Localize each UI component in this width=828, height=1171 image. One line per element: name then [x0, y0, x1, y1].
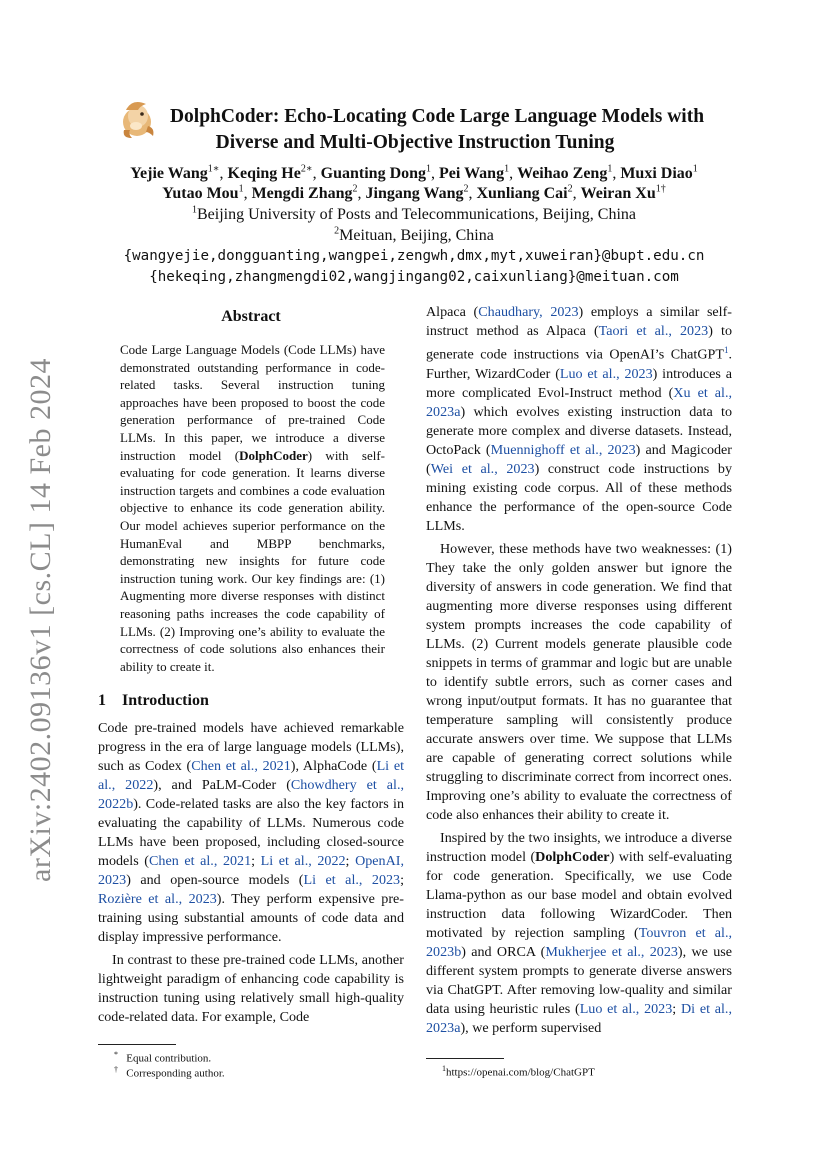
intro-paragraph-2: In contrast to these pre-trained code LLMs, another lightweight paradigm of enhancing code capability is instruction tuning using relatively small high-quality code-related data. For example, Code: [98, 952, 404, 1026]
section-heading: [98, 691, 404, 711]
citation-link[interactable]: Li et al., 2022: [260, 853, 346, 870]
citation-link[interactable]: Chen et al., 2021: [191, 758, 291, 775]
footnote-mark: 1: [442, 1064, 446, 1073]
footnote-mark: †: [114, 1065, 118, 1074]
author-line-2: Yutao Mou$^1$, Mengdi Zhang$^2$, Jingang Wang$^2$, Xunliang Cai$^2$, Weiran $Xu^{1\dagger}$: [162, 183, 666, 202]
section-title: Introduction: [122, 692, 209, 710]
citation-link[interactable]: OpenAI, 2023: [98, 853, 404, 889]
citation-link[interactable]: Chen et al., 2021: [149, 853, 252, 870]
paper-title: [110, 104, 720, 156]
footnote-url[interactable]: https://openai.com/blog/ChatGPT: [446, 1066, 595, 1079]
affiliations: [100, 204, 728, 288]
arxiv-stamp: [16, 360, 66, 880]
right-paragraph-3: Inspired by the two insights, we introduce a diverse instruction model (DolphCoder) with self-evaluating for code generation. Specifically, we use Code Llama-python as our base model and obtain evolved instruction data following WizardCoder. Then motivated by rejection sampling (Touvron et al., 2023b) and ORCA (Mukherjee et al., 2023), we use different system prompts to generate diverse answers via ChatGPT. After removing low-quality and similar data using heuristic rules (Luo et al., 2023; Di et al., 2023a), we perform supervised: [426, 829, 733, 1036]
citation-link[interactable]: Touvron et al., 2023b: [426, 924, 732, 960]
author-name: Weiran Xu: [580, 185, 656, 202]
citation-link[interactable]: Xu et al., 2023a: [426, 384, 732, 420]
author-mark: 1: [504, 163, 510, 175]
affiliation-2: [100, 225, 728, 246]
footnote-text: Equal contribution.: [126, 1052, 212, 1065]
footnote-rule: [426, 1058, 504, 1059]
affiliation-mark: 1: [192, 204, 197, 216]
author-name: Xunliang Cai: [476, 185, 568, 202]
citation-link[interactable]: Chaudhary, 2023: [478, 304, 579, 320]
affiliation-mark: 2: [334, 225, 340, 237]
footnote-rule: [98, 1044, 176, 1045]
author-line-1: Yejie Wang$^{1∗}$, Keqing $He^{2∗}$, Guanting Dong$^1$, Pei Wang$^1$, Weihao Zeng$^1$, Muxi Diao$^1$: [130, 163, 698, 182]
citation-link[interactable]: Li et al., 2023: [303, 872, 401, 889]
abstract-heading: Abstract: [221, 308, 281, 325]
author-mark: 1: [238, 183, 244, 195]
author-mark: 1∗: [207, 163, 220, 175]
abstract-body: [120, 341, 385, 675]
footnote-corresponding-author: [114, 1063, 225, 1081]
author-mark: 1: [426, 163, 432, 175]
affiliation-1: [100, 204, 728, 225]
email-line-1: {wangyejie,dongguanting,wangpei,zengwh,dmx,myt,xuweiran}@bupt.edu.cn: [123, 248, 705, 264]
author-mark: 2∗: [300, 163, 313, 175]
right-paragraph-1: Alpaca (Chaudhary, 2023) employs a similar self-instruct method as Alpaca (Taori et al., 2023) to generate code instructions via OpenAI’s ChatGPT$^1$. Further, WizardCoder (Luo et al., 2023) introduces a more complicated Evol-Instruct method (Xu et al., 2023a) which evolves existing instruction data to generate more complex and diverse datasets. Instead, OctoPack (Muennighoff et al., 2023) and Magicoder (Wei et al., 2023) construct code instructions by mining existing code corpus. All of these methods enhance the performance of the open-source Code LLMs.: [426, 304, 733, 534]
intro-paragraph-1: Code pre-trained models have achieved remarkable progress in the era of large language models (LLMs), such as Codex (Chen et al., 2021), AlphaCode (Li et al., 2022), and PaLM-Coder (Chowdhery et al., 2022b). Code-related tasks are also the key factors in evaluating the capability of LLMs. Numerous code LLMs have been proposed, including closed-source models (Chen et al., 2021; Li et al., 2022; OpenAI, 2023) and open-source models (Li et al., 2023; Rozière et al., 2023). They perform expensive pre-training using substantial amounts of code data and display impressive performance.: [98, 720, 405, 946]
title-line-2: Diverse and Multi-Objective Instruction Tuning: [215, 132, 615, 153]
footnote-ref[interactable]: 1: [723, 345, 729, 355]
author-name: Weihao Zeng: [517, 165, 608, 182]
model-name: DolphCoder: [535, 848, 610, 865]
author-mark: 1†: [655, 183, 666, 195]
citation-link[interactable]: Li et al., 2022: [98, 758, 404, 794]
citation-link[interactable]: Rozière et al., 2023: [98, 891, 217, 908]
email-line-2: {hekeqing,zhangmengdi02,wangjingang02,caixunliang}@meituan.com: [149, 269, 679, 285]
section-number: 1: [98, 692, 106, 710]
author-name: Yutao Mou: [162, 185, 239, 202]
author-name: Mengdi Zhang: [251, 185, 353, 202]
author-list: [100, 164, 728, 204]
citation-link[interactable]: Chowdhery et al., 2022b: [98, 777, 404, 813]
author-name: Yejie Wang: [130, 165, 208, 182]
model-name: DolphCoder: [239, 447, 308, 463]
citation-link[interactable]: Taori et al., 2023: [598, 323, 709, 339]
citation-link[interactable]: Luo et al., 2023: [579, 1000, 673, 1017]
author-name: Guanting Dong: [320, 165, 427, 182]
citation-link[interactable]: Muennighoff et al., 2023: [490, 441, 636, 458]
footnote-mark: *: [114, 1050, 118, 1059]
footnote-chatgpt-url: [442, 1062, 595, 1080]
left-column: [98, 303, 404, 1027]
affiliation-text: Beijing University of Posts and Telecommunications, Beijing, China: [197, 206, 636, 223]
author-mark: 2: [463, 183, 469, 195]
abstract-text: ) with self-evaluating for code generation. It learns diverse instruction targets and combines a code evaluation objective to enhance its code generation ability. Our model achieves superior performance on the HumanEval and MBPP benchmarks, demonstrating new insights for future code instruction tuning work. Our key findings are: (1) Augmenting more diverse responses with distinct reasoning paths increases the code capability of LLMs. (2) Improving one’s ability to evaluate the correctness of code solutions also enhances their ability to create it.: [120, 447, 385, 674]
title-line-1: DolphCoder: Echo-Locating Code Large Language Models with: [169, 106, 705, 127]
footnote-text: Corresponding author.: [126, 1067, 225, 1080]
citation-link[interactable]: Wei et al., 2023: [430, 460, 535, 477]
author-name: Muxi Diao: [620, 165, 693, 182]
citation-link[interactable]: Di et al., 2023a: [426, 1000, 732, 1036]
author-name: Keqing He: [227, 165, 301, 182]
right-paragraph-2: However, these methods have two weaknesses: (1) They take the only golden answer but ignore the diversity of answers in code generation. We find that augmenting more diverse responses using different system prompts increases the code capability of LLMs. (2) Current models generate plausible code snippets in terms of grammar and logic but are unable to identify subtle errors, such as corner cases and wrong input/output formats. It has no guarantee that temperature sampling will consistently produce accurate answers over time. We suppose that LLMs are capable of generating correct solutions while struggling to discriminate correct from incorrect ones. Improving one’s ability to evaluate the correctness of code also enhances their ability to create it.: [426, 540, 732, 823]
right-column: [426, 303, 732, 1038]
arxiv-identifier: arXiv:2402.09136v1 [cs.CL] 14 Feb 2024: [24, 358, 57, 882]
author-mark: 1: [692, 163, 698, 175]
abstract-text: Code Large Language Models (Code LLMs) have demonstrated outstanding performance in code-related tasks. Several instruction tuning approaches have been proposed to boost the code generation performance of pre-trained Code LLMs. In this paper, we introduce a diverse instruction model (: [120, 342, 385, 463]
author-name: Pei Wang: [439, 165, 505, 182]
affiliation-text: Meituan, Beijing, China: [339, 227, 494, 244]
citation-link[interactable]: Mukherjee et al., 2023: [545, 943, 678, 960]
author-name: Jingang Wang: [365, 185, 464, 202]
author-mark: 2: [567, 183, 573, 195]
author-mark: 2: [352, 183, 358, 195]
author-mark: 1: [607, 163, 613, 175]
citation-link[interactable]: Luo et al., 2023: [559, 365, 653, 382]
